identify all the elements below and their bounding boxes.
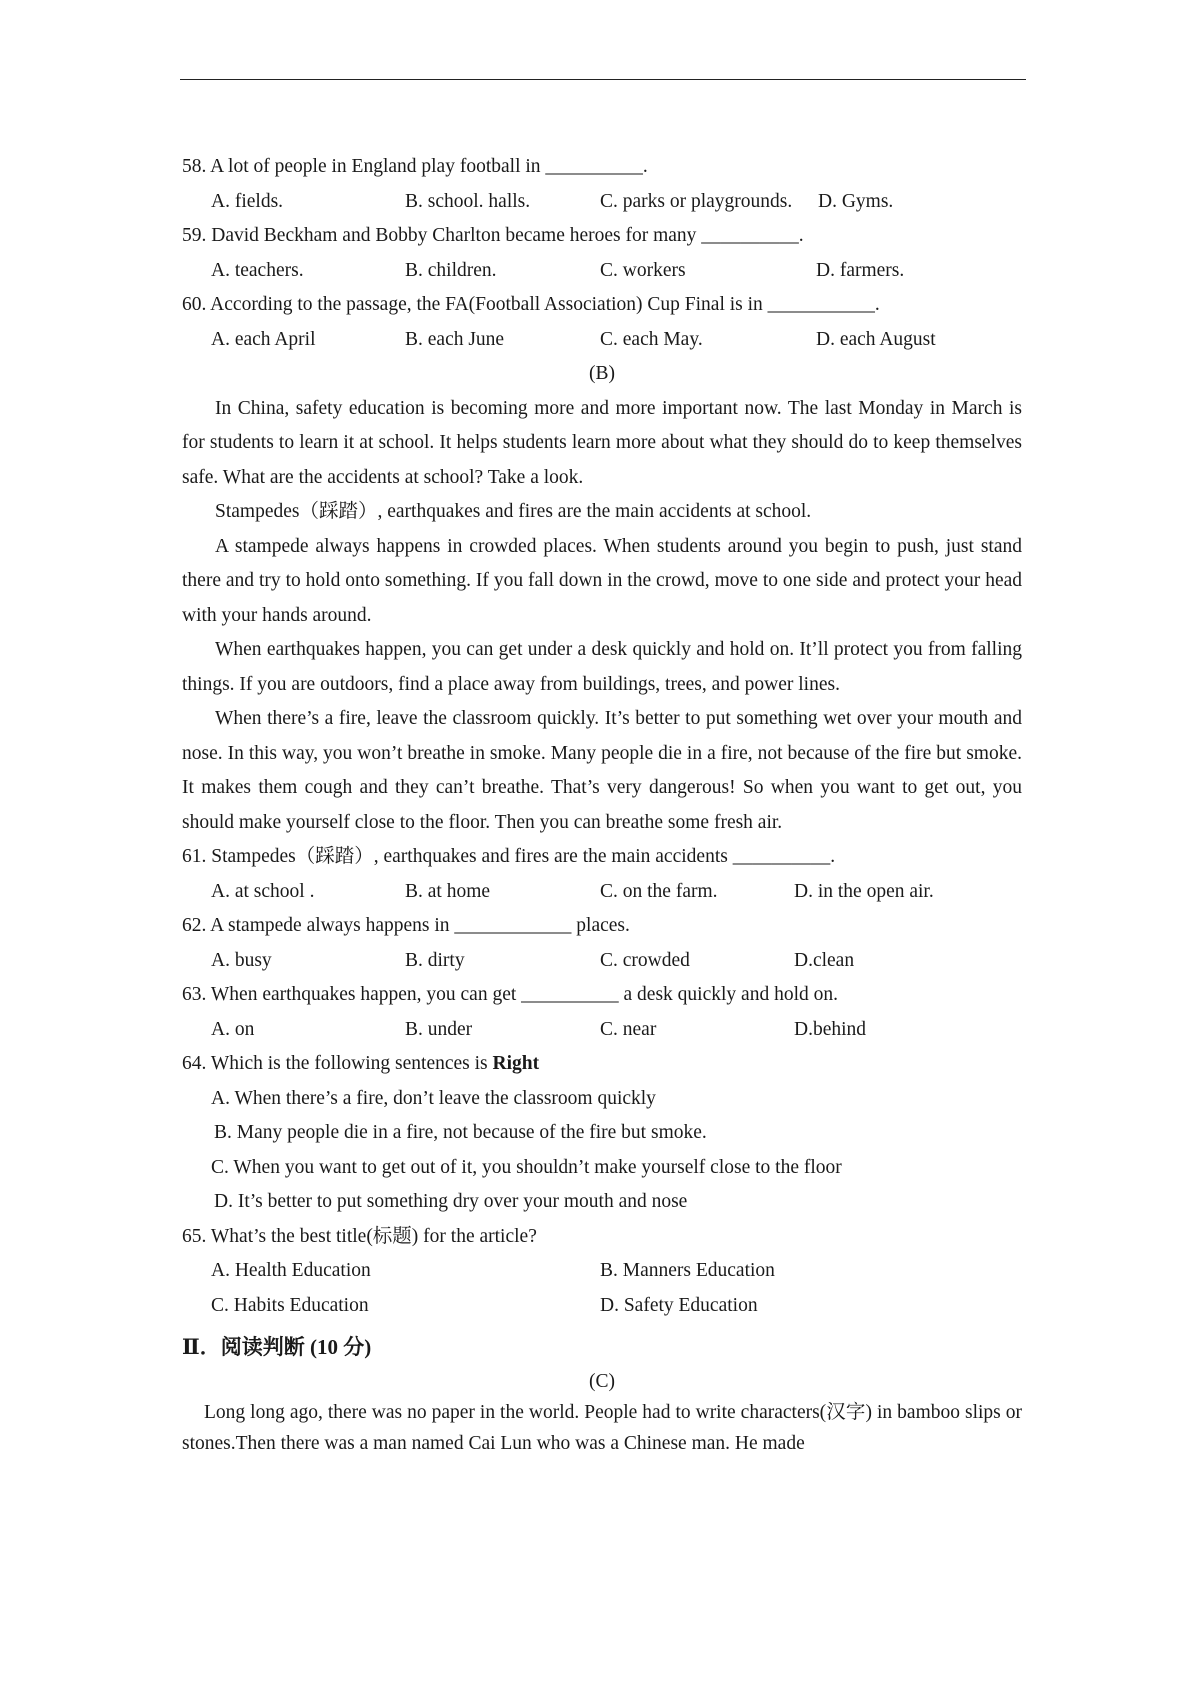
option-d: D. Gyms.: [818, 190, 894, 212]
option-b: B. each June: [405, 328, 505, 350]
question-58-stem: 58. A lot of people in England play football in __________.: [182, 156, 648, 177]
option-c: C. crowded: [600, 949, 690, 971]
question-61-stem: 61. Stampedes（踩踏）, earthquakes and fires are the main accidents __________.: [182, 846, 836, 867]
option-d: D.clean: [794, 949, 855, 971]
question-64-stem: [182, 1047, 1022, 1082]
header-rule: [180, 79, 1026, 80]
option-c: C. near: [600, 1018, 657, 1040]
passage-b-label: (B): [589, 363, 615, 384]
question-62-options: [182, 944, 1022, 979]
page-content: [182, 150, 1022, 1459]
option-b: B. school. halls.: [405, 190, 531, 212]
option-a: A. fields.: [211, 190, 284, 212]
question-65-options-row-2: [182, 1289, 1022, 1324]
option-b: B. at home: [405, 880, 491, 902]
option-c: C. When you want to get out of it, you shouldn’t make yourself close to the floor: [211, 1156, 842, 1178]
option-d: D. in the open air.: [794, 880, 934, 902]
question-59-options: [182, 254, 1022, 289]
question-61-options: [182, 875, 1022, 910]
question-62-stem: 62. A stampede always happens in ____________ places.: [182, 915, 630, 936]
question-63-stem: 63. When earthquakes happen, you can get __________ a desk quickly and hold on.: [182, 984, 838, 1005]
option-d: D. each August: [816, 328, 936, 350]
option-a: A. at school .: [211, 880, 315, 902]
passage-c-paragraph: Long long ago, there was no paper in the world. People had to write characters(汉字) in bamboo slips or stones.Then there was a man named Cai Lun who was a Chinese man. He made: [182, 1402, 1022, 1454]
option-d: D.behind: [794, 1018, 867, 1040]
option-b: B. Manners Education: [600, 1260, 775, 1281]
option-b: B. children.: [405, 259, 497, 281]
question-60-options: [182, 323, 1022, 358]
option-d: D. Safety Education: [600, 1294, 758, 1316]
option-c: C. parks or playgrounds.: [600, 190, 793, 212]
option-a: A. each April: [211, 328, 316, 350]
option-c: C. Habits Education: [211, 1294, 369, 1316]
option-b: B. dirty: [405, 949, 465, 971]
option-c: C. on the farm.: [600, 880, 718, 902]
passage-b-paragraph-3: A stampede always happens in crowded places. When students around you begin to push, just stand there and try to hold onto something. If you fall down in the crowd, move to one side and protect your head with your hands around.: [182, 535, 1022, 626]
passage-b-paragraph-2: Stampedes（踩踏）, earthquakes and fires are the main accidents at school.: [215, 501, 812, 522]
question-59-stem: 59. David Beckham and Bobby Charlton became heroes for many __________.: [182, 225, 804, 246]
passage-c-label: (C): [589, 1371, 615, 1392]
question-64-stem-bold: Right: [492, 1053, 540, 1074]
option-a: A. teachers.: [211, 259, 304, 281]
section-2-heading: Ⅱ．阅读判断 (10 分): [182, 1335, 372, 1359]
question-60-stem: 60. According to the passage, the FA(Football Association) Cup Final is in ___________.: [182, 294, 880, 315]
passage-b-paragraph-4: When earthquakes happen, you can get under a desk quickly and hold on. It’ll protect you from falling things. If you are outdoors, find a place away from buildings, trees, and power lines.: [182, 639, 1022, 695]
option-a: A. on: [211, 1018, 255, 1040]
option-a: A. Health Education: [211, 1260, 371, 1281]
option-d: D. It’s better to put something dry over your mouth and nose: [214, 1191, 688, 1212]
passage-b-paragraph-5: When there’s a fire, leave the classroom quickly. It’s better to put something wet over your mouth and nose. In this way, you won’t breathe in smoke. Many people die in a fire, not because of the fire but smoke. It makes them cough and they can’t breathe. That’s very dangerous! So when you want to get out, you should make yourself close to the floor. Then you can breathe some fresh air.: [182, 708, 1022, 833]
question-65-options-row-1: [182, 1254, 1022, 1289]
option-a: A. When there’s a fire, don’t leave the classroom quickly: [211, 1087, 656, 1109]
option-c: C. each May.: [600, 328, 703, 350]
question-65-stem: 65. What’s the best title(标题) for the article?: [182, 1225, 537, 1247]
option-c: C. workers: [600, 259, 686, 281]
option-b: B. under: [405, 1018, 473, 1040]
question-58-options: [182, 185, 1022, 220]
option-d: D. farmers.: [816, 259, 905, 281]
question-64-stem-text: 64. Which is the following sentences is: [182, 1053, 493, 1074]
question-63-options: [182, 1013, 1022, 1048]
passage-b-paragraph-1: In China, safety education is becoming more and more important now. The last Monday in March is for students to learn it at school. It helps students learn more about what they should do to keep themselves safe. What are the accidents at school? Take a look.: [182, 397, 1022, 488]
option-a: A. busy: [211, 949, 272, 971]
option-b: B. Many people die in a fire, not because of the fire but smoke.: [214, 1122, 707, 1143]
